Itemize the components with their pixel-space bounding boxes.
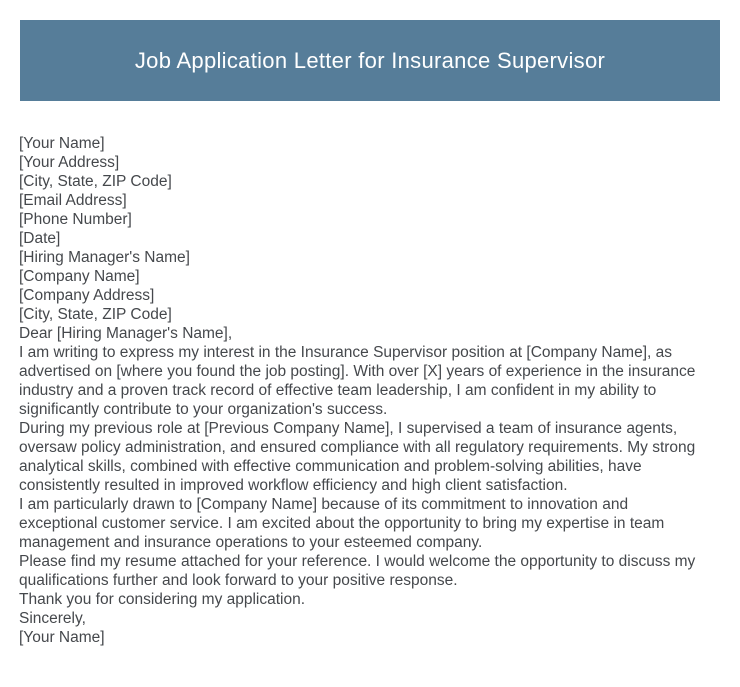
- title-banner: [20, 20, 720, 101]
- letter-line: Please find my resume attached for your reference. I would welcome the opportunity to discuss my qualifications further and look forward to your positive response.: [19, 553, 696, 589]
- letter-line: [Company Name]: [19, 268, 140, 285]
- letter-line: Dear [Hiring Manager's Name],: [19, 325, 233, 342]
- letter-line: [Hiring Manager's Name]: [19, 249, 190, 266]
- letter-line: I am writing to express my interest in the Insurance Supervisor position at [Company Name], as advertised on [where you found the job posting]. With over [X] years of experience in the insurance industry and a proven track record of effective team leadership, I am confident in my ability to significantly contribute to your organization's success.: [19, 344, 696, 418]
- letter-line: [Date]: [19, 230, 61, 247]
- page-title: Job Application Letter for Insurance Supervisor: [134, 47, 606, 73]
- letter-line: [Your Name]: [19, 629, 105, 646]
- letter-line: [City, State, ZIP Code]: [19, 173, 172, 190]
- letter-line: [Your Name]: [19, 135, 105, 152]
- document-page: [0, 20, 740, 687]
- letter-line: [City, State, ZIP Code]: [19, 306, 172, 323]
- letter-line: I am particularly drawn to [Company Name] because of its commitment to innovation and exceptional customer service. I am excited about the opportunity to bring my expertise in team management and insurance operations to your esteemed company.: [19, 496, 665, 551]
- letter-line: Sincerely,: [19, 610, 86, 627]
- letter-body: [19, 134, 702, 647]
- letter-line: [Phone Number]: [19, 211, 132, 228]
- letter-line: [Email Address]: [19, 192, 127, 209]
- letter-line: Thank you for considering my application.: [19, 591, 306, 608]
- letter-line: [Your Address]: [19, 154, 120, 171]
- letter-line: [Company Address]: [19, 287, 155, 304]
- letter-line: During my previous role at [Previous Company Name], I supervised a team of insurance agents, oversaw policy administration, and ensured compliance with all regulatory requirements. My strong analytical skills, combined with effective communication and problem-solving abilities, have consistently resulted in improved workflow efficiency and high client satisfaction.: [19, 420, 696, 494]
